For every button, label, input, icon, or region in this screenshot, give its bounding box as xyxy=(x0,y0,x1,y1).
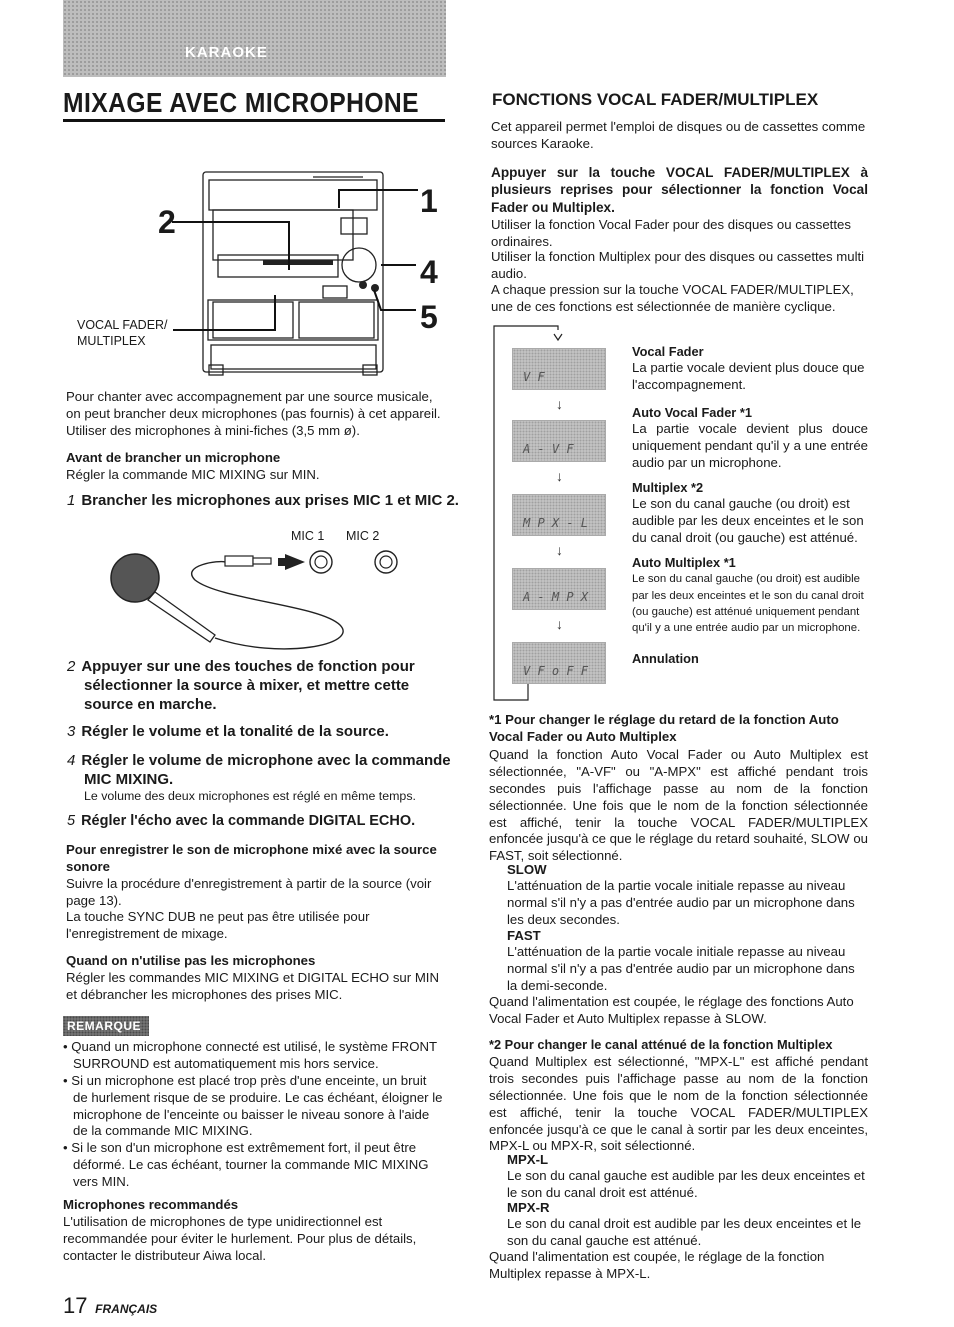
press-heading: Appuyer sur la touche VOCAL FADER/MULTIPLEX à plusieurs reprises pour sélectionner la fonction Vocal Fader ou Multiplex. xyxy=(491,165,868,215)
record-text-1: Suivre la procédure d'enregistrement à partir de la source (voir page 13). xyxy=(66,876,432,908)
mic1-label: MIC 1 xyxy=(291,529,325,543)
remarque-list xyxy=(63,1039,444,1191)
nouse-heading: Quand on n'utilise pas les microphones xyxy=(66,953,316,968)
note2-text: Quand Multiplex est sélectionné, "MPX-L" est affiché pendant trois secondes puis l'affichage passe au nom de la fonction sélectionnée. Une fois que le nom de la fonction sélectionnée est affiché, tenir la touche VOCAL FADER/MULTIPLEX enfoncée jusqu'à ce que le canal à sortir par les deux enceintes, MPX-L ou MPX-R, soit sélectionné. xyxy=(489,1054,868,1154)
arrow-down-icon: ↓ xyxy=(556,468,563,484)
record-text-2: La touche SYNC DUB ne peut pas être utilisée pour l'enregistrement de mixage. xyxy=(66,909,370,941)
mpxl-heading: MPX-L xyxy=(507,1152,549,1167)
press-text-1: Utiliser la fonction Vocal Fader pour des disques ou cassettes ordinaires. xyxy=(491,217,851,249)
mode-multiplex: Multiplex *2 Le son du canal gauche (ou droit) est audible par les deux enceintes et le son du canal droit (ou gauche) est atténué. xyxy=(632,480,864,546)
page-language: FRANÇAIS xyxy=(95,1302,158,1316)
callout-1: 1 xyxy=(420,183,438,219)
arrow-down-icon: ↓ xyxy=(556,542,563,558)
callout-2: 2 xyxy=(158,204,176,240)
step-1: 1 Brancher les microphones aux prises MIC 1 et MIC 2. xyxy=(67,492,459,509)
mode-vocal-fader: Vocal Fader La partie vocale devient plus douce que l'accompagnement. xyxy=(632,344,865,393)
lcd-auto-vocal-fader: A - V F xyxy=(512,420,606,462)
before-text: Régler la commande MIC MIXING sur MIN. xyxy=(66,467,320,482)
page-title: MIXAGE AVEC MICROPHONE xyxy=(63,87,420,118)
mics-text: L'utilisation de microphones de type unidirectionnel est recommandée pour éviter le hurlement. Pour plus de détails, contacter le distributeur Aiwa local. xyxy=(63,1214,417,1263)
stereo-diagram xyxy=(63,160,453,385)
section-title: FONCTIONS VOCAL FADER/MULTIPLEX xyxy=(492,90,819,109)
slow-heading: SLOW xyxy=(507,862,547,877)
vocal-fader-label: VOCAL FADER/ MULTIPLEX xyxy=(77,318,168,348)
microphone-diagram xyxy=(100,540,410,660)
mode-auto-vocal-fader: Auto Vocal Fader *1 La partie vocale devient plus douce uniquement pendant qu'il y a une entrée audio par un microphone. xyxy=(632,405,868,471)
callout-5: 5 xyxy=(420,299,438,335)
mpxr-text: Le son du canal droit est audible par les deux enceintes et le son du canal gauche est atténué. xyxy=(507,1216,862,1248)
mpxl-text: Le son du canal gauche est audible par les deux enceintes et le son du canal droit est atténué. xyxy=(507,1168,865,1200)
section-banner xyxy=(63,0,446,77)
lcd-annulation: V F o F F xyxy=(512,642,606,684)
fast-text: L'atténuation de la partie vocale initiale repasse au niveau normal s'il n'y a pas d'entrée audio par un microphone dans la demi-seconde. xyxy=(507,944,855,993)
lcd-vocal-fader: V F xyxy=(512,348,606,390)
note2-heading: *2 Pour changer le canal atténué de la fonction Multiplex xyxy=(489,1037,833,1052)
note2-end: Quand l'alimentation est coupée, le réglage de la fonction Multiplex repasse à MPX-L. xyxy=(489,1249,825,1281)
before-heading: Avant de brancher un microphone xyxy=(66,450,281,465)
mic2-label: MIC 2 xyxy=(346,529,380,543)
list-item: • Si un microphone est placé trop près d'une enceinte, un bruit de hurlement risque de se produire. Le cas échéant, éloigner le microphone de l'enceinte ou baisser le niveau sonore à l'aide de la commande MIC MIXING. xyxy=(63,1072,443,1139)
lcd-multiplex: M P X - L xyxy=(512,494,606,536)
press-text-2: Utiliser la fonction Multiplex pour des disques ou cassettes multi audio. xyxy=(491,249,865,281)
list-item: • Si le son d'un microphone est extrêmement fort, il peut être déformé. Le cas échéant, tourner la commande MIC MIXING vers MIN. xyxy=(63,1140,429,1190)
page-number: 17 xyxy=(63,1293,88,1318)
step-4: 4 Régler le volume de microphone avec la commande MIC MIXING. xyxy=(67,752,451,789)
note1-heading: *1 Pour changer le réglage du retard de la fonction Auto Vocal Fader ou Auto Multiplex xyxy=(489,712,839,744)
right-intro: Cet appareil permet l'emploi de disques ou de cassettes comme sources Karaoke. xyxy=(491,119,866,151)
callout-4: 4 xyxy=(420,254,438,290)
section-label: KARAOKE xyxy=(185,44,268,61)
intro-text: Pour chanter avec accompagnement par une source musicale, on peut brancher deux microphones (pas fournis) à cet appareil. Utiliser des microphones à mini-fiches (3,5 mm ø). xyxy=(66,389,441,438)
record-heading: Pour enregistrer le son de microphone mixé avec la source sonore xyxy=(66,842,437,874)
lcd-auto-multiplex: A - M P X xyxy=(512,568,606,610)
step-2: 2 Appuyer sur une des touches de fonction pour sélectionner la source à mixer, et mettre cette source en marche. xyxy=(67,658,415,714)
slow-text: L'atténuation de la partie vocale initiale repasse au niveau normal s'il n'y a pas d'entrée audio par un microphone dans les deux secondes. xyxy=(507,878,855,927)
note1-end: Quand l'alimentation est coupée, le réglage des fonctions Auto Vocal Fader et Auto Multiplex repasse à SLOW. xyxy=(489,994,854,1026)
page-footer xyxy=(63,1292,157,1320)
arrow-down-icon: ↓ xyxy=(556,616,563,632)
step-5: 5 Régler l'écho avec la commande DIGITAL ECHO. xyxy=(67,813,416,829)
fast-heading: FAST xyxy=(507,928,541,943)
press-text-3: A chaque pression sur la touche VOCAL FADER/MULTIPLEX, une de ces fonctions est sélectionnée de manière cyclique. xyxy=(491,282,854,314)
title-rule xyxy=(63,119,445,122)
mics-heading: Microphones recommandés xyxy=(63,1197,239,1212)
list-item: • Quand un microphone connecté est utilisé, le système FRONT SURROUND est automatiquement mis hors service. xyxy=(63,1039,437,1071)
note1-text: Quand la fonction Auto Vocal Fader ou Auto Multiplex est sélectionnée, "A-VF" ou "A-MPX" est affiché pendant trois secondes puis l'affichage passe au nom de la fonction sélectionnée. Une fois que le nom de la fonction sélectionnée est affiché, tenir la touche VOCAL FADER/MULTIPLEX enfoncée jusqu'à ce que le réglage du retard souhaité, SLOW ou FAST, soit sélectionné. xyxy=(489,747,868,864)
mpxr-heading: MPX-R xyxy=(507,1200,550,1215)
mode-annulation: Annulation xyxy=(632,651,699,666)
nouse-text: Régler les commandes MIC MIXING et DIGITAL ECHO sur MIN et débrancher les microphones des prises MIC. xyxy=(66,970,439,1002)
remarque-badge: REMARQUE xyxy=(63,1016,149,1036)
step-3: 3 Régler le volume et la tonalité de la source. xyxy=(67,723,389,740)
mode-auto-multiplex: Auto Multiplex *1 Le son du canal gauche (ou droit) est audible par les deux enceintes et le son du canal droit (ou gauche) est atténué uniquement pendant qu'il y a une entrée audio par un microphone. xyxy=(632,555,864,634)
step-4-text: Le volume des deux microphones est réglé en même temps. xyxy=(84,789,416,803)
arrow-down-icon: ↓ xyxy=(556,396,563,412)
